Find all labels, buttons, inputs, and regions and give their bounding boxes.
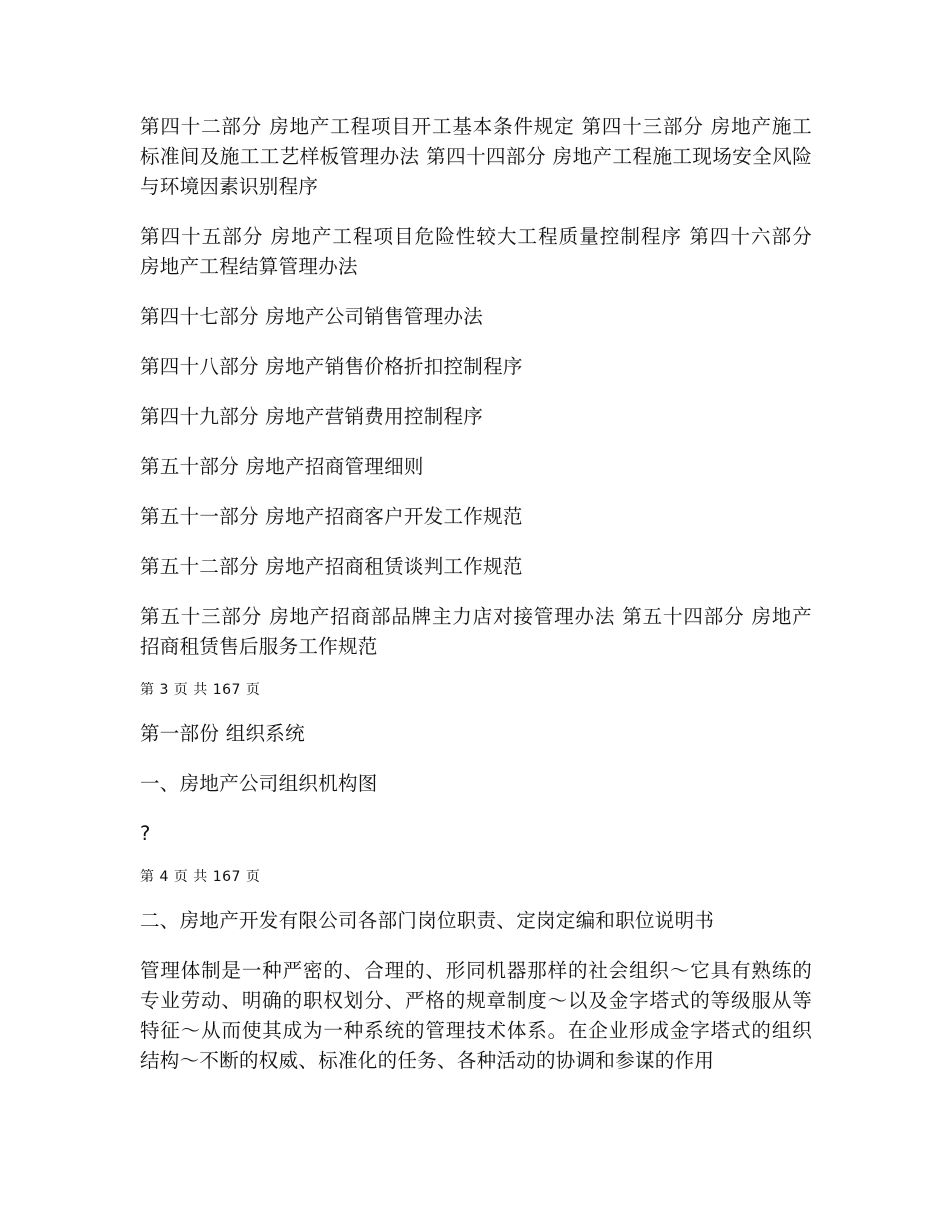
toc-entry-53-54: 第五十三部分 房地产招商部品牌主力店对接管理办法 第五十四部分 房地产招商租赁售后服务工作规范: [140, 605, 812, 658]
toc-entry-52: 第五十二部分 房地产招商租赁谈判工作规范: [140, 555, 523, 578]
subsection-department-duties: 二、房地产开发有限公司各部门岗位职责、定岗定编和职位说明书: [140, 909, 715, 932]
toc-entry-51: 第五十一部分 房地产招商客户开发工作规范: [140, 505, 523, 528]
toc-entry-45-46: 第四十五部分 房地产工程项目危险性较大工程质量控制程序 第四十六部分 房地产工程结算管理办法: [140, 225, 812, 278]
document-page: [140, 112, 812, 1076]
toc-entry-48: 第四十八部分 房地产销售价格折扣控制程序: [140, 355, 523, 378]
section-title: 第一部份 组织系统: [140, 722, 305, 745]
page-number-3: 第 3 页 共 167 页: [140, 682, 261, 698]
missing-image-placeholder: ?: [140, 822, 151, 845]
toc-entry-42-44: 第四十二部分 房地产工程项目开工基本条件规定 第四十三部分 房地产施工标准间及施工工艺样板管理办法 第四十四部分 房地产工程施工现场安全风险与环境因素识别程序: [140, 115, 812, 198]
toc-entry-47: 第四十七部分 房地产公司销售管理办法: [140, 305, 484, 328]
page-number-4: 第 4 页 共 167 页: [140, 869, 261, 885]
toc-entry-50: 第五十部分 房地产招商管理细则: [140, 455, 424, 478]
body-paragraph: 管理体制是一种严密的、合理的、形同机器那样的社会组织～它具有熟练的专业劳动、明确的职权划分、严格的规章制度～以及金字塔式的等级服从等特征～从而使其成为一种系统的管理技术体系。在企业形成金字塔式的组织结构～不断的权威、标准化的任务、各种活动的协调和参谋的作用: [140, 959, 812, 1072]
toc-entry-49: 第四十九部分 房地产营销费用控制程序: [140, 405, 484, 428]
subsection-org-chart: 一、房地产公司组织机构图: [140, 772, 378, 795]
